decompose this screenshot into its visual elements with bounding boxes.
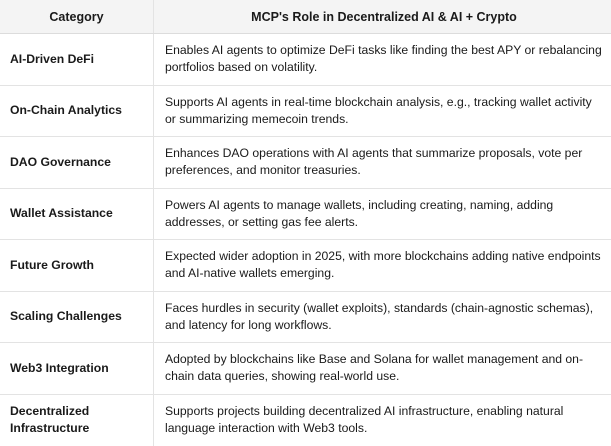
table-row: [0, 292, 611, 344]
category-cell: On-Chain Analytics: [0, 86, 154, 137]
header-role: MCP's Role in Decentralized AI & AI + Crypto: [251, 9, 517, 24]
table-row: [0, 137, 611, 189]
role-cell: Expected wider adoption in 2025, with more blockchains adding native endpoints and AI-native wallets emerging.: [165, 249, 601, 281]
header-category: Category: [0, 0, 154, 33]
category-cell: Wallet Assistance: [0, 189, 154, 240]
table-header-row: [0, 0, 611, 34]
role-cell: Supports projects building decentralized AI infrastructure, enabling natural language interaction with Web3 tools.: [165, 404, 564, 436]
table-row: [0, 86, 611, 138]
category-cell: Web3 Integration: [0, 343, 154, 394]
table-row: [0, 34, 611, 86]
role-cell: Faces hurdles in security (wallet exploits), standards (chain-agnostic schemas), and latency for long workflows.: [165, 300, 594, 332]
table-row: [0, 395, 611, 446]
table-row: [0, 189, 611, 241]
category-cell: Future Growth: [0, 240, 154, 291]
category-cell: AI-Driven DeFi: [0, 34, 154, 85]
role-cell: Powers AI agents to manage wallets, including creating, naming, adding addresses, or setting gas fee alerts.: [165, 197, 554, 229]
table-row: [0, 240, 611, 292]
category-cell: Decentralized Infrastructure: [0, 395, 154, 446]
category-cell: DAO Governance: [0, 137, 154, 188]
role-cell: Enhances DAO operations with AI agents that summarize proposals, vote per preferences, and monitor treasuries.: [165, 146, 583, 178]
role-cell: Supports AI agents in real-time blockchain analysis, e.g., tracking wallet activity or summarizing memecoin trends.: [165, 94, 592, 126]
role-cell: Adopted by blockchains like Base and Solana for wallet management and on-chain data queries, showing real-world use.: [165, 352, 584, 384]
table-row: [0, 343, 611, 395]
role-cell: Enables AI agents to optimize DeFi tasks like finding the best APY or rebalancing portfolios based on volatility.: [165, 43, 602, 75]
category-cell: Scaling Challenges: [0, 292, 154, 343]
